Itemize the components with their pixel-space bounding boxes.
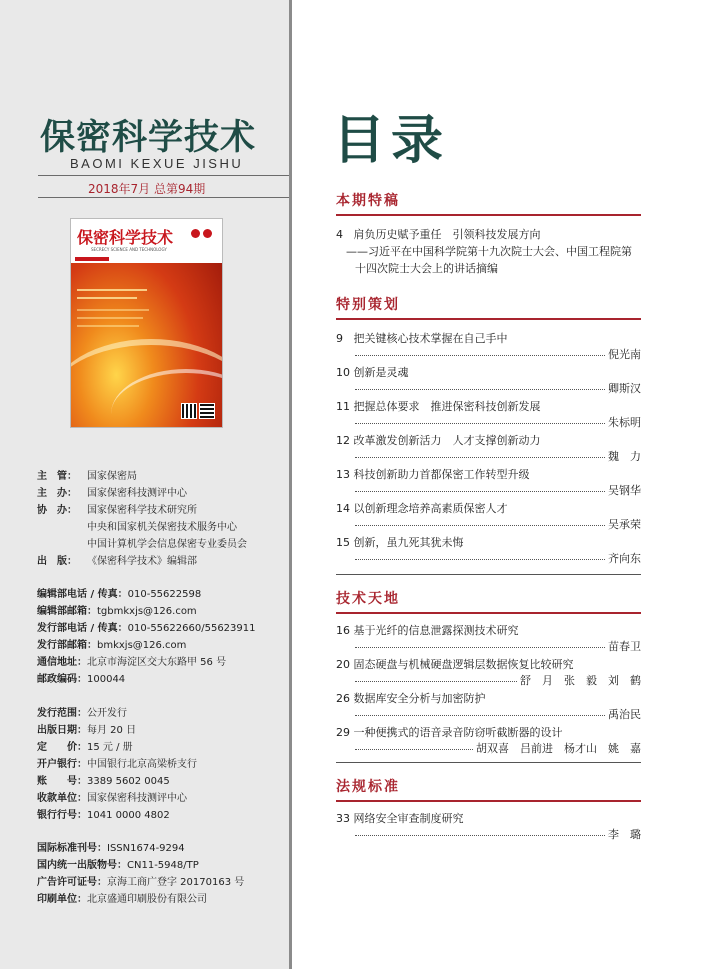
toc-entry[interactable]: 9 把关键核心技术掌握在自己手中 [336,332,508,345]
toc-entry[interactable]: 13 科技创新助力首都保密工作转型升级 [336,468,530,481]
distribution-line: 开户银行：中国银行北京高梁桥支行 [37,759,197,770]
toc-entry[interactable]: 12 改革激发创新活力 人才支撑创新动力 [336,434,541,447]
toc-entry[interactable]: 15 创新，虽九死其犹未悔 [336,536,464,549]
distribution-line: 收款单位：国家保密科技测评中心 [37,793,187,804]
toc-entry[interactable]: 33 网络安全审查制度研究 [336,812,464,825]
toc-entry-author: 倪光南 [355,348,641,362]
toc-entry-author: 吴承荣 [355,518,641,532]
contact-line: 通信地址：北京市海淀区交大东路甲 56 号 [37,657,227,668]
cover-text-line [77,289,147,291]
distribution-line: 账 号：3389 5602 0045 [37,776,170,787]
section-rule [336,318,641,320]
contact-line: 编辑部电话 / 传真：010-55622598 [37,589,202,600]
toc-entry-author: 胡双喜 吕前进 杨才山 姚 嘉 [355,742,641,756]
toc-entry-author: 吴钢华 [355,484,641,498]
toc-entry-author: 李 璐 [355,828,641,842]
cover-english-title: SECRECY SCIENCE AND TECHNOLOGY [91,247,167,252]
distribution-line: 发行范围：公开发行 [37,708,127,719]
section-title: 本期特稿 [336,193,400,209]
registration-line: 印刷单位：北京盛通印刷股份有限公司 [37,894,207,905]
section-law [336,776,641,796]
section-special [336,294,641,314]
vertical-divider [289,0,292,969]
toc-title: 目录 [333,111,450,171]
toc-entry[interactable]: 10 创新是灵魂 [336,366,409,379]
registration-line: 国内统一出版物号：CN11-5948/TP [37,860,199,871]
cover-badge-icon [191,229,200,238]
toc-entry-author: 齐向东 [355,552,641,566]
section-title: 法规标准 [336,779,400,795]
distribution-line: 定 价：15 元 / 册 [37,742,133,753]
cover-image [70,218,223,428]
masthead-line: 主 管： 国家保密局 [37,471,137,482]
cover-badge-icon [203,229,212,238]
section-end-rule [336,574,641,575]
toc-entry[interactable]: 26 数据库安全分析与加密防护 [336,692,486,705]
toc-entry-author: 苗春卫 [355,640,641,654]
section-title: 特别策划 [336,297,400,313]
toc-entry[interactable]: 16 基于光纤的信息泄露探测技术研究 [336,624,519,637]
masthead-line: 出 版： 《保密科学技术》编辑部 [37,556,197,567]
cover-strip [75,257,109,261]
cover-text-line [77,317,143,319]
toc-entry[interactable]: 11 把握总体要求 推进保密科技创新发展 [336,400,541,413]
divider [38,197,289,198]
distribution-line: 出版日期：每月 20 日 [37,725,137,736]
section-rule [336,214,641,216]
contact-line: 发行部邮箱：bmkxjs@126.com [37,640,187,651]
toc-entry-subtitle: 十四次院士大会上的讲话摘编 [355,262,498,275]
masthead-line: 中央和国家机关保密技术服务中心 [87,522,237,533]
toc-entry[interactable]: 4 肩负历史赋予重任 引领科技发展方向 [336,228,541,241]
qr-code-icon [199,403,215,419]
cover-text-line [77,325,139,327]
toc-entry[interactable]: 14 以创新理念培养高素质保密人才 [336,502,508,515]
section-rule [336,800,641,802]
section-tech [336,588,641,608]
masthead-line: 主 办： 国家保密科技测评中心 [37,488,187,499]
cover-title: 保密科学技术 [77,228,174,247]
registration-line: 国际标准刊号：ISSN1674-9294 [37,843,185,854]
toc-entry[interactable]: 29 一种便携式的语音录音防窃听截断器的设计 [336,726,563,739]
magazine-title: 保密科学技术 [40,118,257,158]
toc-entry-author: 朱标明 [355,416,641,430]
registration-line: 广告许可证号：京海工商广登字 20170163 号 [37,877,245,888]
toc-entry-author: 魏 力 [355,450,641,464]
issue-info: 2018年7月 总第94期 [88,182,206,196]
cover-text-line [77,297,137,299]
toc-entry-author: 舒 月 张 毅 刘 鹤 [355,674,641,688]
toc-entry-author: 禹治民 [355,708,641,722]
toc-entry[interactable]: 20 固态硬盘与机械硬盘逻辑层数据恢复比较研究 [336,658,574,671]
section-rule [336,612,641,614]
cover-text-line [77,309,149,311]
section-title: 技术天地 [336,591,400,607]
distribution-line: 银行行号：1041 0000 4802 [37,810,170,821]
qr-code-icon [181,403,197,419]
toc-entry-author: 卿斯汉 [355,382,641,396]
section-end-rule [336,762,641,763]
section-feature [336,190,641,210]
masthead-line: 协 办： 国家保密科学技术研究所 [37,505,197,516]
toc-entry-subtitle: ——习近平在中国科学院第十九次院士大会、中国工程院第 [346,245,632,258]
left-panel [0,0,289,969]
contact-line: 邮政编码：100044 [37,674,126,685]
divider [38,175,289,176]
magazine-pinyin: BAOMI KEXUE JISHU [70,156,244,171]
contact-line: 编辑部邮箱：tgbmkxjs@126.com [37,606,197,617]
contact-line: 发行部电话 / 传真：010-55622660/55623911 [37,623,256,634]
masthead-line: 中国计算机学会信息保密专业委员会 [87,539,247,550]
